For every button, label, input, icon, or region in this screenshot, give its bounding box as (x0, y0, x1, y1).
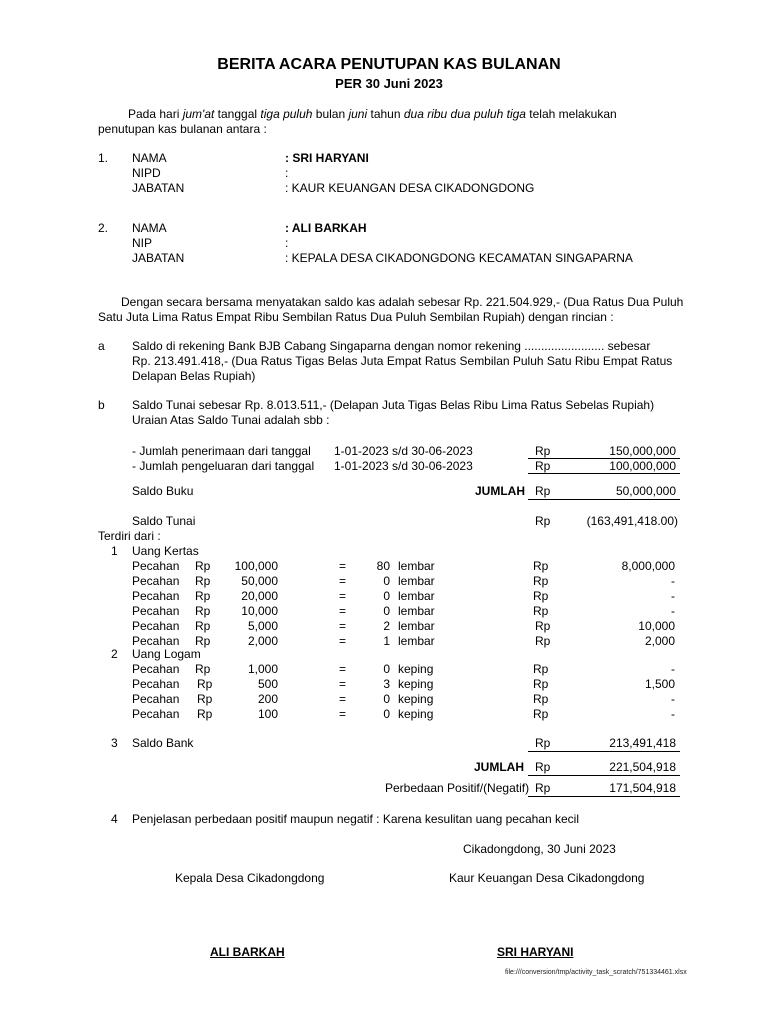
denomination: 10,000 (241, 604, 278, 618)
amount: 2,000 (644, 634, 675, 648)
footer-file-path: file:///conversion/tmp/activity_task_scratch/751334461.xlsx (505, 969, 687, 976)
amount: - (671, 589, 675, 603)
currency: Rp (533, 677, 549, 691)
amount: 1,500 (644, 677, 675, 691)
table-row (0, 677, 768, 692)
penjelasan-text: Penjelasan perbedaan positif maupun negatif : Karena kesulitan uang pecahan kecil (132, 812, 579, 826)
perbedaan-label: Perbedaan Positif/(Negatif) (385, 781, 530, 795)
equals: = (339, 589, 347, 603)
quantity: 3 (383, 677, 390, 691)
saldo-buku-label: Saldo Buku (132, 484, 194, 498)
person-value: : (285, 236, 289, 250)
currency: Rp (535, 444, 551, 458)
rp-label: Rp (197, 692, 213, 706)
flow-period: 1-01-2023 s/d 30-06-2023 (334, 459, 473, 473)
terdiri-label: Terdiri dari : (98, 529, 161, 543)
statement-line: Dengan secara bersama menyatakan saldo kas adalah sebesar Rp. 221.504.929,- (Dua Ratus Dua Puluh (121, 295, 684, 309)
quantity: 0 (383, 707, 390, 721)
quantity: 0 (383, 574, 390, 588)
amount: - (671, 662, 675, 676)
item-a-line: Saldo di rekening Bank BJB Cabang Singaparna dengan nomor rekening ........................ sebesar (132, 339, 651, 353)
divider (528, 775, 680, 776)
divider (528, 751, 680, 752)
intro-text: bulan (312, 107, 349, 121)
person-value: : (285, 166, 289, 180)
equals: = (339, 619, 347, 633)
signature-right-title: Kaur Keuangan Desa Cikadongdong (449, 871, 645, 885)
signature-right-name: SRI HARYANI (497, 945, 574, 959)
saldo-tunai-label: Saldo Tunai (132, 514, 196, 528)
quantity: 2 (383, 619, 390, 633)
rp-label: Rp (197, 677, 213, 691)
item-a-line: Delapan Belas Rupiah) (132, 369, 256, 383)
person-position: : KEPALA DESA CIKADONGDONG KECAMATAN SINGAPARNA (285, 251, 633, 265)
currency: Rp (533, 589, 549, 603)
person-label: JABATAN (132, 181, 185, 195)
flow-amount: 150,000,000 (609, 444, 676, 458)
quantity: 1 (383, 634, 390, 648)
table-row (0, 589, 768, 604)
page-subtitle: PER 30 Juni 2023 (335, 76, 443, 91)
divider (528, 796, 680, 797)
amount: 10,000 (638, 619, 675, 633)
table-row (0, 574, 768, 589)
pecahan-label: Pecahan (132, 604, 180, 618)
group-label: Uang Logam (132, 647, 201, 661)
pecahan-label: Pecahan (132, 707, 180, 721)
flow-label: - Jumlah penerimaan dari tanggal (132, 444, 311, 458)
intro-year: dua ribu dua puluh tiga (403, 107, 526, 121)
currency: Rp (533, 604, 549, 618)
pecahan-label: Pecahan (132, 574, 180, 588)
currency: Rp (535, 736, 551, 750)
intro-line (128, 107, 617, 121)
saldo-bank-label: Saldo Bank (132, 736, 194, 750)
currency: Rp (533, 662, 549, 676)
person-label: NAMA (132, 151, 167, 165)
jumlah-label: JUMLAH (475, 484, 525, 498)
intro-line-2: penutupan kas bulanan antara : (98, 122, 267, 136)
pecahan-label: Pecahan (132, 559, 180, 573)
rp-label: Rp (195, 589, 211, 603)
pecahan-label: Pecahan (132, 662, 180, 676)
table-row (0, 662, 768, 677)
amount: - (671, 574, 675, 588)
currency: Rp (535, 484, 551, 498)
currency: Rp (535, 634, 551, 648)
unit: lembar (398, 604, 435, 618)
equals: = (339, 662, 347, 676)
amount: - (671, 707, 675, 721)
pecahan-label: Pecahan (132, 634, 180, 648)
amount: - (671, 692, 675, 706)
table-row (0, 604, 768, 619)
person-label: NAMA (132, 221, 167, 235)
rp-label: Rp (195, 574, 211, 588)
quantity: 0 (383, 692, 390, 706)
item-b-line: Saldo Tunai sebesar Rp. 8.013.511,- (Delapan Juta Tigas Belas Ribu Lima Ratus Sebelas Rupiah) (132, 398, 655, 412)
intro-date: tiga puluh (260, 107, 313, 121)
person-number: 1. (98, 151, 109, 165)
table-row (0, 707, 768, 722)
group-label: Uang Kertas (132, 544, 199, 558)
currency: Rp (535, 619, 551, 633)
denomination: 100 (257, 707, 278, 721)
currency: Rp (533, 574, 549, 588)
quantity: 0 (383, 604, 390, 618)
item-label: b (98, 398, 105, 412)
person-number: 2. (98, 221, 109, 235)
page-title: BERITA ACARA PENUTUPAN KAS BULANAN (217, 56, 561, 73)
table-row (0, 559, 768, 574)
denomination: 2,000 (247, 634, 278, 648)
saldo-tunai-amount: (163,491,418.00) (586, 514, 678, 528)
intro-text: tahun (367, 107, 404, 121)
intro-day: jum'at (182, 107, 215, 121)
pecahan-label: Pecahan (132, 677, 180, 691)
flow-period: 1-01-2023 s/d 30-06-2023 (334, 444, 473, 458)
pecahan-label: Pecahan (132, 589, 180, 603)
denomination: 200 (257, 692, 278, 706)
unit: lembar (398, 589, 435, 603)
amount: 8,000,000 (621, 559, 675, 573)
jumlah-label: JUMLAH (474, 760, 524, 774)
equals: = (339, 634, 347, 648)
quantity: 0 (383, 662, 390, 676)
divider (528, 499, 680, 500)
divider (528, 473, 680, 474)
rp-label: Rp (195, 662, 211, 676)
group-number: 4 (111, 812, 118, 826)
rp-label: Rp (195, 619, 211, 633)
denomination: 500 (257, 677, 278, 691)
saldo-buku-amount: 50,000,000 (615, 484, 676, 498)
group-number: 1 (111, 544, 118, 558)
statement-line: Satu Juta Lima Ratus Empat Ribu Sembilan Ratus Dua Puluh Sembilan Rupiah) dengan rincian : (98, 310, 614, 324)
unit: lembar (398, 634, 435, 648)
table-row (0, 619, 768, 634)
currency: Rp (533, 707, 549, 721)
unit: keping (398, 692, 434, 706)
pecahan-label: Pecahan (132, 692, 180, 706)
item-b-line: Uraian Atas Saldo Tunai adalah sbb : (132, 413, 330, 427)
equals: = (339, 677, 347, 691)
intro-text: telah melakukan (525, 107, 617, 121)
rp-label: Rp (197, 707, 213, 721)
pecahan-label: Pecahan (132, 619, 180, 633)
equals: = (339, 692, 347, 706)
person-label: NIP (132, 236, 153, 250)
rp-label: Rp (195, 634, 211, 648)
signature-left-title: Kepala Desa Cikadongdong (175, 871, 325, 885)
item-a-line: Rp. 213.491.418,- (Dua Ratus Tigas Belas Juta Empat Ratus Sembilan Puluh Satu Ribu Empat Ratus (132, 354, 673, 368)
quantity: 80 (376, 559, 390, 573)
denomination: 50,000 (241, 574, 278, 588)
signature-left-name: ALI BARKAH (210, 945, 285, 959)
flow-label: - Jumlah pengeluaran dari tanggal (132, 459, 315, 473)
saldo-bank-amount: 213,491,418 (609, 736, 676, 750)
intro-month: juni (348, 107, 368, 121)
unit: lembar (398, 559, 435, 573)
currency: Rp (535, 781, 551, 795)
perbedaan-amount: 171,504,918 (609, 781, 676, 795)
person-position: : KAUR KEUANGAN DESA CIKADONGDONG (285, 181, 535, 195)
quantity: 0 (383, 589, 390, 603)
denomination: 100,000 (234, 559, 278, 573)
flow-amount: 100,000,000 (609, 459, 676, 473)
amount: - (671, 604, 675, 618)
intro-text: tanggal (214, 107, 261, 121)
currency: Rp (535, 760, 551, 774)
person-name: : ALI BARKAH (285, 221, 367, 235)
table-row (0, 692, 768, 707)
person-label: NIPD (132, 166, 161, 180)
group-number: 3 (111, 736, 118, 750)
denomination: 5,000 (247, 619, 278, 633)
unit: keping (398, 677, 434, 691)
unit: lembar (398, 619, 435, 633)
denomination: 20,000 (241, 589, 278, 603)
currency: Rp (533, 692, 549, 706)
rp-label: Rp (195, 559, 211, 573)
item-label: a (98, 339, 105, 353)
group-number: 2 (111, 647, 118, 661)
unit: keping (398, 707, 434, 721)
person-label: JABATAN (132, 251, 185, 265)
equals: = (339, 559, 347, 573)
currency: Rp (533, 559, 549, 573)
unit: keping (398, 662, 434, 676)
currency: Rp (535, 459, 551, 473)
denomination: 1,000 (247, 662, 278, 676)
rp-label: Rp (195, 604, 211, 618)
currency: Rp (535, 514, 551, 528)
jumlah-amount: 221,504,918 (609, 760, 676, 774)
person-name: : SRI HARYANI (285, 151, 369, 165)
equals: = (339, 574, 347, 588)
unit: lembar (398, 574, 435, 588)
equals: = (339, 604, 347, 618)
place-date: Cikadongdong, 30 Juni 2023 (463, 842, 616, 856)
equals: = (339, 707, 347, 721)
intro-text: Pada hari (128, 107, 183, 121)
